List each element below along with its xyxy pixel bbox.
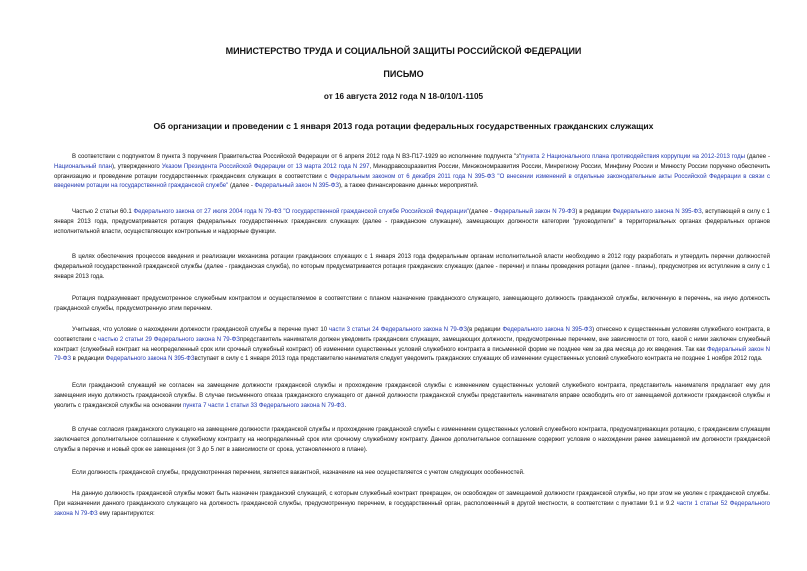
- paragraph-text: ) отнесено к существенным условиям служебного контракта, в соответствии с: [54, 327, 771, 343]
- paragraph-5: [54, 326, 770, 365]
- paragraph-text: Если должность гражданской службы, предусмотренная перечнем, является вакантной, назначение на нее осуществляется с учетом следующих особенностей.: [72, 470, 525, 476]
- legal-reference-link[interactable]: Национальный план: [54, 163, 112, 170]
- paragraph-3: [54, 253, 770, 282]
- paragraph-text: Если гражданский служащий не согласен на замещение должности гражданской службы и прохождение гражданской службы с изменением существенных условий служебного контракта, представитель нанимателя предлагает ему для замещения иную должность гражданской службы. В случае письменного отказа гражданского служащего от данной должности гражданской службы представитель нанимателя вправе освободить его от замещаемой должности гражданской службы и уволить с гражданской службы на основании: [54, 383, 770, 409]
- paragraph-text: Ротация подразумевает предусмотренное служебным контрактом и осуществляемое в соответствии с планом назначение гражданского служащего, замещающего должность гражданской службы, включенную в перечень, на иную должность гражданской службы, предусмотренную этим перечнем.: [54, 296, 770, 312]
- paragraph-text: (далее -: [469, 209, 494, 215]
- legal-reference-link[interactable]: пункта 2 Национального плана противодействия коррупции на 2012-2013 годы: [521, 154, 745, 160]
- document-type: ПИСЬМО: [383, 69, 424, 79]
- paragraph-text: ), утвержденного: [111, 163, 162, 170]
- legal-reference-link[interactable]: Федеральный закон N 79-ФЗ: [493, 209, 576, 215]
- ministry-title: МИНИСТЕРСТВО ТРУДА И СОЦИАЛЬНОЙ ЗАЩИТЫ РОССИЙСКОЙ ФЕДЕРАЦИИ: [225, 46, 582, 56]
- paragraph-4: [54, 295, 770, 315]
- document-subject: Об организации и проведении с 1 января 2013 года ротации федеральных государственных гражданских служащих: [153, 121, 654, 131]
- legal-reference-link[interactable]: части 1 статьи 52 Федерального закона N 79-ФЗ: [54, 500, 770, 517]
- paragraph-text: в редакции: [71, 356, 106, 363]
- legal-reference-link[interactable]: части 3 статьи 24 Федерального закона N 79-ФЗ: [329, 327, 468, 333]
- paragraph-2: [54, 208, 770, 237]
- paragraph-text: В соответствии с подпунктом 8 пункта 3 поручения Правительства Российской Федерации от 6 апреля 2012 года N ВЗ-П17-1929 во исполнение подпункта "з": [72, 154, 522, 160]
- paragraph-1: [54, 153, 770, 192]
- paragraph-text: Учитывая, что условие о нахождении должности гражданской службы в перечне пункт 10: [72, 327, 330, 333]
- paragraph-text: вступает в силу с 1 января 2013 года представителю нанимателя следует уведомить гражданских служащих об изменении существенных условий служебного контракта не позднее 1 ноября 2012 года.: [194, 356, 763, 363]
- legal-reference-link[interactable]: Федеральный закон N 79-ФЗ: [54, 346, 770, 363]
- paragraph-text: (далее -: [744, 154, 770, 160]
- paragraph-9: [54, 490, 770, 519]
- legal-reference-link[interactable]: пункта 7 части 1 статьи 33 Федерального закона N 79-ФЗ: [182, 402, 345, 409]
- paragraph-text: На данную должность гражданской службы может быть назначен гражданский служащий, с которым служебный контракт прекращен, он освобожден от замещаемой должности гражданской службы, но при этом не уволен с гражданской службы. При назначении данного гражданского служащего на должность гражданской службы, предусмотренную перечнем, в государственный орган, расположенный в другой местности, в соответствии с пунктами 9.1 и 9.2: [54, 491, 770, 507]
- paragraph-text: , вступающей в силу с 1 января 2013 года, предусматривается ротация федеральных государственных гражданских служащих (далее - гражданские служащие), замещающих должности категории "руководители" в территориальных органах федеральных органов исполнительной власти, осуществляющих контрольные и надзорные функции.: [54, 209, 770, 235]
- legal-reference-link[interactable]: Указом Президента Российской Федерации от 13 марта 2012 года N 297: [161, 163, 370, 170]
- paragraph-text: (в редакции: [467, 327, 503, 333]
- paragraph-8: [54, 469, 770, 479]
- paragraph-text: , Минздравсоцразвития России, Минэкономразвития России, Минрегиону России, Минфину России и Минюсту России поручено обеспечить организацию и проведение ротации государственных гражданских служащих в соответствии с: [54, 163, 770, 180]
- paragraph-text: (далее -: [228, 183, 255, 190]
- legal-reference-link[interactable]: Федеральным законом от 6 декабря 2011 года N 395-ФЗ "О внесении изменений в отдельные законодательные акты Российской Федерации в связи с введением ротации на государственной гражданской службе": [54, 173, 770, 190]
- paragraph-text: Частью 2 статьи 60.1: [72, 209, 134, 215]
- document-date-number: от 16 августа 2012 года N 18-0/10/1-1105: [323, 92, 484, 101]
- paragraph-6: [54, 382, 770, 411]
- paragraph-text: представитель нанимателя должен уведомить гражданских служащих, замещающих должности, предусмотренные перечнем, вне зависимости от того, какой с ними заключен служебный контракт (служебный контракт на неопределенный срок или срочный служебный контракт) об изменении существенных условий служебного контракта в письменной форме не позднее чем за два месяца до их введения. Так как: [54, 336, 770, 353]
- legal-reference-link[interactable]: Федерального закона N 395-ФЗ: [105, 356, 195, 363]
- paragraph-text: .: [344, 402, 347, 409]
- paragraph-text: ему гарантируются:: [97, 510, 155, 517]
- legal-reference-link[interactable]: Федерального закона N 395-ФЗ: [502, 327, 593, 333]
- paragraph-text: В случае согласия гражданского служащего на замещение должности гражданской службы и прохождение гражданской службы с изменением существенных условий служебного контракта, предусматривающих ротацию, с гражданским служащим заключается дополнительное соглашение к служебному контракту на неопределенный срок или срочному служебному контракту. Данное дополнительное соглашение содержит условие о нахождении ранее замещаемой им должности гражданской службы в перечне и новый срок ее замещения (от 3 до 5 лет в зависимости от срока, установленного в плане).: [54, 427, 770, 453]
- paragraph-7: [54, 426, 770, 455]
- legal-reference-link[interactable]: Федерального закона от 27 июля 2004 года N 79-ФЗ "О государственной гражданской службе Российской Федерации": [133, 209, 470, 215]
- paragraph-text: ) в редакции: [575, 209, 613, 215]
- legal-reference-link[interactable]: Федеральный закон N 395-ФЗ: [254, 183, 340, 190]
- legal-reference-link[interactable]: частью 2 статьи 29 Федерального закона N 79-ФЗ: [97, 336, 240, 343]
- legal-reference-link[interactable]: Федерального закона N 395-ФЗ: [612, 209, 702, 215]
- paragraph-text: ), а также финансирование данных мероприятий.: [339, 183, 479, 190]
- paragraph-text: В целях обеспечения процессов введения и реализации механизма ротации гражданских служащих с 1 января 2013 года федеральным органам исполнительной власти необходимо в 2012 году разработать и утвердить перечни должностей федеральной государственной гражданской службы (далее - гражданская служба), по которым предусматривается ротация гражданских служащих (далее - перечни) и планы проведения ротации (далее - планы), предусмотрев их вступление в силу с 1 января 2013 года.: [54, 254, 770, 280]
